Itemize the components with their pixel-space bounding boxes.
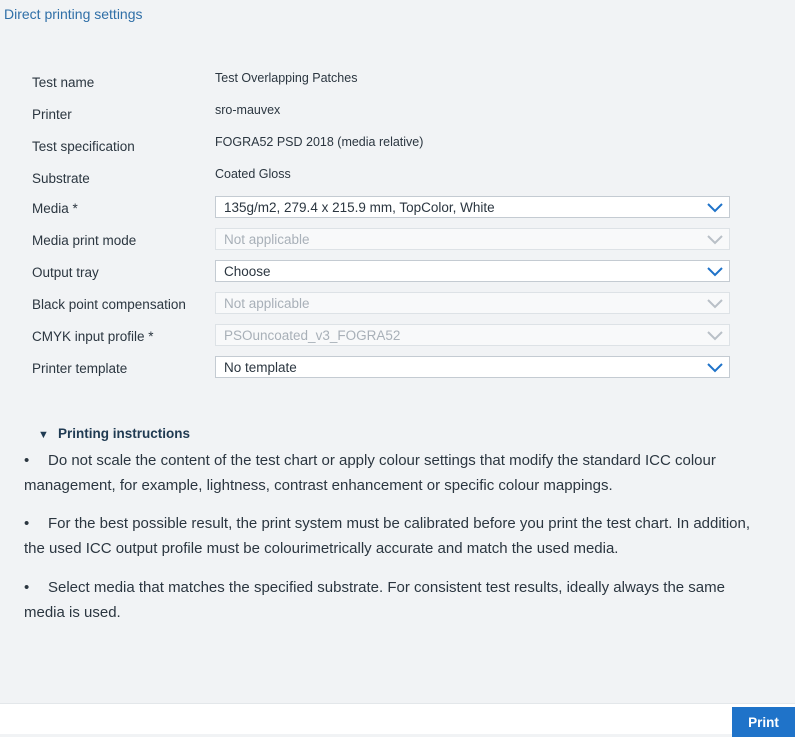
chevron-down-icon bbox=[707, 201, 723, 213]
instruction-text: Select media that matches the specified substrate. For consistent test results, ideally always the same media is used. bbox=[24, 579, 725, 621]
chevron-down-icon bbox=[707, 233, 723, 245]
printer-template-label: Printer template bbox=[32, 361, 128, 376]
output-tray-selected-value: Choose bbox=[224, 264, 271, 279]
cmyk-input-profile-label: CMYK input profile * bbox=[32, 329, 154, 344]
field-printer-template bbox=[0, 356, 795, 380]
printer-label: Printer bbox=[32, 107, 72, 122]
bullet-icon: • bbox=[24, 515, 30, 532]
instruction-item bbox=[24, 511, 764, 561]
field-black-point-compensation bbox=[0, 292, 795, 316]
cmyk-input-profile-selected-value: PSOuncoated_v3_FOGRA52 bbox=[224, 328, 401, 343]
black-point-compensation-selected-value: Not applicable bbox=[224, 296, 310, 311]
test-name-label: Test name bbox=[32, 75, 95, 90]
media-print-mode-select bbox=[215, 228, 730, 250]
output-tray-select[interactable] bbox=[215, 260, 730, 282]
chevron-down-icon bbox=[707, 297, 723, 309]
instruction-text: For the best possible result, the print system must be calibrated before you print the test chart. In addition, the used ICC output profile must be colourimetrically accurate and match the used media. bbox=[24, 515, 751, 557]
cmyk-input-profile-select bbox=[215, 324, 730, 346]
chevron-down-icon bbox=[707, 361, 723, 373]
printer-value: sro-mauvex bbox=[215, 103, 281, 117]
media-selected-value: 135g/m2, 279.4 x 215.9 mm, TopColor, White bbox=[224, 200, 495, 215]
media-label: Media * bbox=[32, 201, 78, 216]
field-media-print-mode bbox=[0, 228, 795, 252]
bullet-icon: • bbox=[24, 452, 30, 469]
page-title: Direct printing settings bbox=[4, 6, 143, 22]
printing-instructions-heading: Printing instructions bbox=[58, 426, 191, 441]
field-printer bbox=[0, 102, 795, 126]
media-select[interactable] bbox=[215, 196, 730, 218]
field-substrate bbox=[0, 166, 795, 190]
substrate-label: Substrate bbox=[32, 171, 90, 186]
print-button[interactable]: Print bbox=[732, 707, 795, 737]
instruction-text: Do not scale the content of the test chart or apply colour settings that modify the standard ICC colour management, for example, lightness, contrast enhancement or specific colour mappings. bbox=[24, 452, 716, 494]
collapse-triangle-icon: ▼ bbox=[38, 429, 49, 441]
footer-bar bbox=[0, 703, 795, 734]
test-specification-label: Test specification bbox=[32, 139, 135, 154]
black-point-compensation-label: Black point compensation bbox=[32, 297, 186, 312]
output-tray-label: Output tray bbox=[32, 265, 99, 280]
chevron-down-icon bbox=[707, 265, 723, 277]
media-print-mode-selected-value: Not applicable bbox=[224, 232, 310, 247]
instruction-item bbox=[24, 448, 764, 498]
field-test-name bbox=[0, 70, 795, 94]
field-media bbox=[0, 196, 795, 220]
field-output-tray bbox=[0, 260, 795, 284]
printing-instructions-toggle[interactable] bbox=[38, 426, 190, 441]
instruction-item bbox=[24, 575, 764, 625]
black-point-compensation-select bbox=[215, 292, 730, 314]
field-cmyk-input-profile bbox=[0, 324, 795, 348]
chevron-down-icon bbox=[707, 329, 723, 341]
media-print-mode-label: Media print mode bbox=[32, 233, 137, 248]
test-name-value: Test Overlapping Patches bbox=[215, 71, 358, 85]
field-test-specification bbox=[0, 134, 795, 158]
bullet-icon: • bbox=[24, 579, 30, 596]
printer-template-selected-value: No template bbox=[224, 360, 297, 375]
printer-template-select[interactable] bbox=[215, 356, 730, 378]
substrate-value: Coated Gloss bbox=[215, 167, 291, 181]
test-specification-value: FOGRA52 PSD 2018 (media relative) bbox=[215, 135, 424, 149]
